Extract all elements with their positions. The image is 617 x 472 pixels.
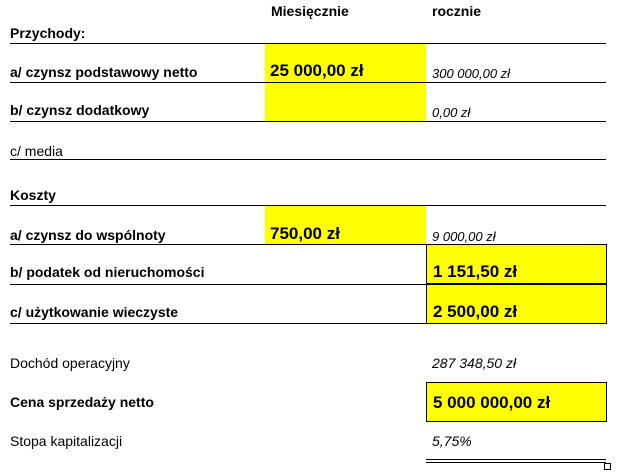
net-sale-price-value[interactable]: 5 000 000,00 zł [433,393,551,412]
property-tax-label: b/ podatek od nieruchomości [10,264,205,280]
column-header-yearly: rocznie [432,3,482,19]
divider [10,159,606,160]
perpetual-usufruct-label: c/ użytkowanie wieczyste [10,304,179,320]
extra-rent-yearly-value[interactable]: 0,00 zł [432,105,471,120]
operating-income-label: Dochód operacyjny [10,355,130,371]
perpetual-usufruct-yearly-value[interactable]: 2 500,00 zł [433,302,518,321]
resize-handle-icon[interactable] [604,463,611,470]
base-rent-yearly-value[interactable]: 300 000,00 zł [432,66,511,81]
cap-rate-label: Stopa kapitalizacji [10,433,123,449]
costs-section-title: Koszty [10,187,56,203]
base-rent-monthly-value[interactable]: 25 000,00 zł [270,61,364,80]
highlight-cell-extra-rent-monthly[interactable] [265,83,426,121]
extra-rent-label: b/ czynsz dodatkowy [10,102,150,118]
net-sale-price-label: Cena sprzedaży netto [10,394,154,410]
income-section-title: Przychody: [10,25,86,41]
divider [10,121,606,122]
column-header-monthly: Miesięcznie [271,3,349,19]
operating-income-value[interactable]: 287 348,50 zł [432,355,517,371]
community-rent-yearly-value[interactable]: 9 000,00 zł [432,229,496,244]
community-rent-monthly-value[interactable]: 750,00 zł [270,224,340,243]
double-underline-top [426,459,606,460]
community-rent-label: a/ czynsz do wspólnoty [10,227,166,243]
utilities-label: c/ media [10,143,63,159]
property-tax-yearly-value[interactable]: 1 151,50 zł [433,262,518,281]
double-underline-bottom [426,462,606,463]
divider [10,323,606,324]
cap-rate-value[interactable]: 5,75% [432,433,472,449]
base-rent-label: a/ czynsz podstawowy netto [10,64,198,80]
